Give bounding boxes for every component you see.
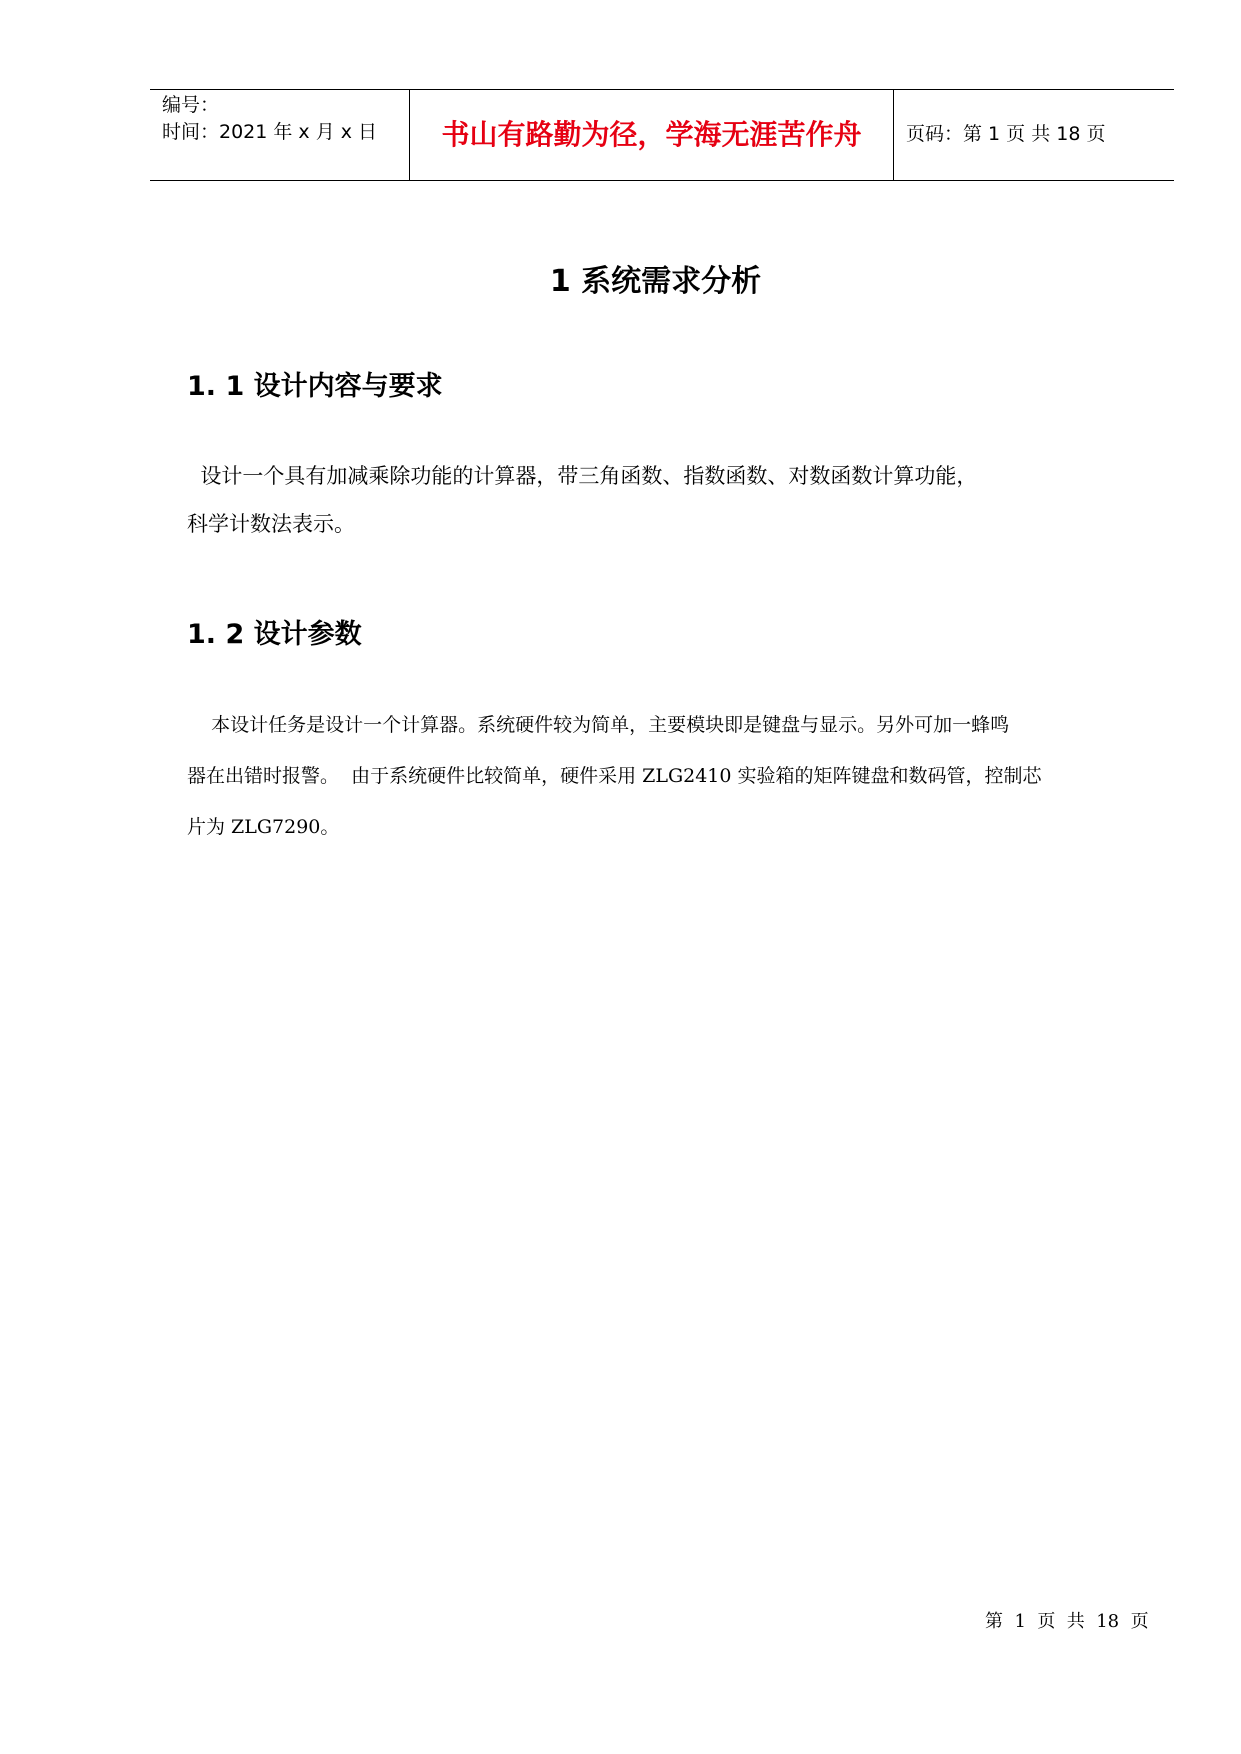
section-1-1-paragraph bbox=[187, 452, 1147, 548]
document-date: 时间：2021 年 x 月 x 日 bbox=[162, 121, 378, 143]
chapter-title: 1 系统需求分析 bbox=[549, 264, 762, 299]
paragraph-line: 设计一个具有加减乘除功能的计算器，带三角函数、指数函数、对数函数计算功能， bbox=[187, 464, 978, 488]
section-1-2-paragraph bbox=[187, 700, 1147, 853]
paragraph-line: 片为 ZLG7290。 bbox=[187, 816, 340, 838]
header-left-cell bbox=[150, 90, 410, 180]
paragraph-line: 本设计任务是设计一个计算器。系统硬件较为简单，主要模块即是键盘与显示。另外可加一蜂鸣 bbox=[187, 714, 1010, 736]
paragraph-line: 器在出错时报警。 由于系统硬件比较简单，硬件采用 ZLG2410 实验箱的矩阵键盘和数码管，控制芯 bbox=[187, 765, 1042, 787]
document-number-label: 编号： bbox=[162, 94, 220, 116]
section-title-1-1: 1. 1 设计内容与要求 bbox=[187, 371, 443, 402]
header-motto-cell bbox=[410, 90, 894, 180]
header-motto: 书山有路勤为径，学海无涯苦作舟 bbox=[441, 118, 862, 151]
page-footer: 第 1 页 共 18 页 bbox=[985, 1611, 1149, 1632]
paragraph-line: 科学计数法表示。 bbox=[187, 512, 355, 536]
header-page-info: 页码：第 1 页 共 18 页 bbox=[906, 123, 1106, 145]
section-title-1-2: 1. 2 设计参数 bbox=[187, 619, 362, 650]
header-page-cell bbox=[894, 90, 1174, 180]
document-header bbox=[150, 89, 1174, 181]
